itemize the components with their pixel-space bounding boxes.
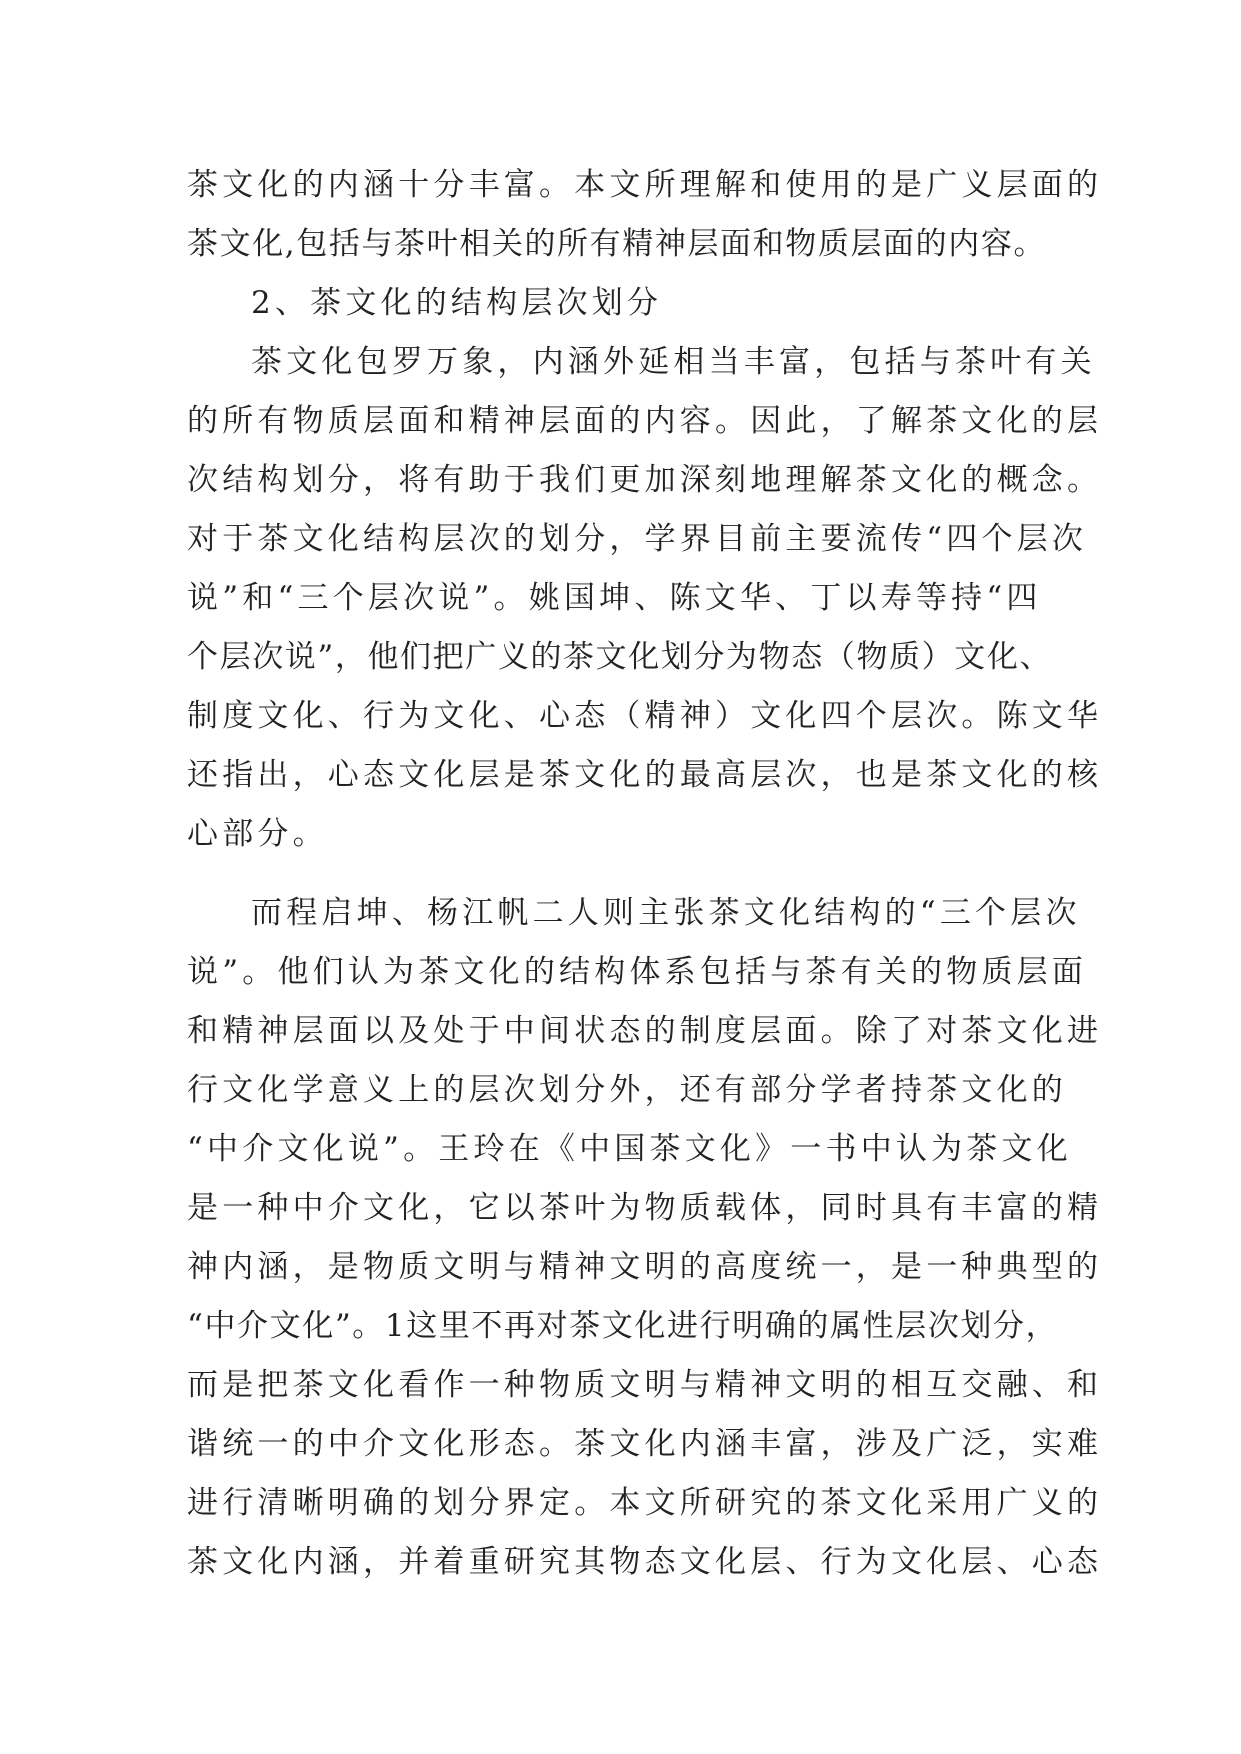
paragraph-gap (187, 864, 1047, 884)
text-line: 谐统一的中介文化形态。茶文化内涵丰富，涉及广泛，实难 (187, 1426, 1103, 1462)
text-line: 说”和“三个层次说”。姚国坤、陈文华、丁以寿等持“四 (187, 580, 1042, 616)
text-line: 行文化学意义上的层次划分外，还有部分学者持茶文化的 (187, 1072, 1067, 1108)
paragraph-3 (187, 884, 1103, 1592)
paragraph-1 (187, 156, 1103, 274)
text-line: 还指出，心态文化层是茶文化的最高层次，也是茶文化的核 (187, 757, 1103, 793)
text-line: 而是把茶文化看作一种物质文明与精神文明的相互交融、和 (187, 1367, 1103, 1403)
text-line: 茶文化包罗万象，内涵外延相当丰富，包括与茶叶有关 (251, 344, 1096, 380)
section-heading: 2、茶文化的结构层次划分 (251, 285, 663, 321)
text-line: 制度文化、行为文化、心态（精神）文化四个层次。陈文华 (187, 698, 1103, 734)
text-line: 说”。他们认为茶文化的结构体系包括与茶有关的物质层面 (187, 954, 1088, 990)
text-line: “中介文化说”。王玲在《中国茶文化》一书中认为茶文化 (187, 1131, 1072, 1167)
text-line: 而程启坤、杨江帆二人则主张茶文化结构的“三个层次 (251, 895, 1081, 931)
text-line: 是一种中介文化，它以茶叶为物质载体，同时具有丰富的精 (187, 1190, 1103, 1226)
text-line: 的所有物质层面和精神层面的内容。因此，了解茶文化的层 (187, 403, 1103, 439)
text-line: 神内涵，是物质文明与精神文明的高度统一，是一种典型的 (187, 1249, 1103, 1285)
text-line: 茶文化的内涵十分丰富。本文所理解和使用的是广义层面的 (187, 167, 1103, 203)
text-line: 进行清晰明确的划分界定。本文所研究的茶文化采用广义的 (187, 1485, 1103, 1521)
text-line: 茶文化,包括与茶叶相关的所有精神层面和物质层面的内容。 (187, 226, 1047, 262)
text-line: 和精神层面以及处于中间状态的制度层面。除了对茶文化进 (187, 1013, 1103, 1049)
text-line: 个层次说”，他们把广义的茶文化划分为物态（物质）文化、 (187, 639, 1053, 675)
paragraph-2 (187, 333, 1103, 864)
text-line: “中介文化”。1这里不再对茶文化进行明确的属性层次划分， (187, 1308, 1059, 1344)
text-line: 对于茶文化结构层次的划分，学界目前主要流传“四个层次 (187, 521, 1088, 557)
text-line: 次结构划分，将有助于我们更加深刻地理解茶文化的概念。 (187, 462, 1103, 498)
text-line: 茶文化内涵，并着重研究其物态文化层、行为文化层、心态 (187, 1544, 1103, 1580)
text-line: 心部分。 (187, 816, 328, 852)
document-body (187, 156, 1103, 1592)
